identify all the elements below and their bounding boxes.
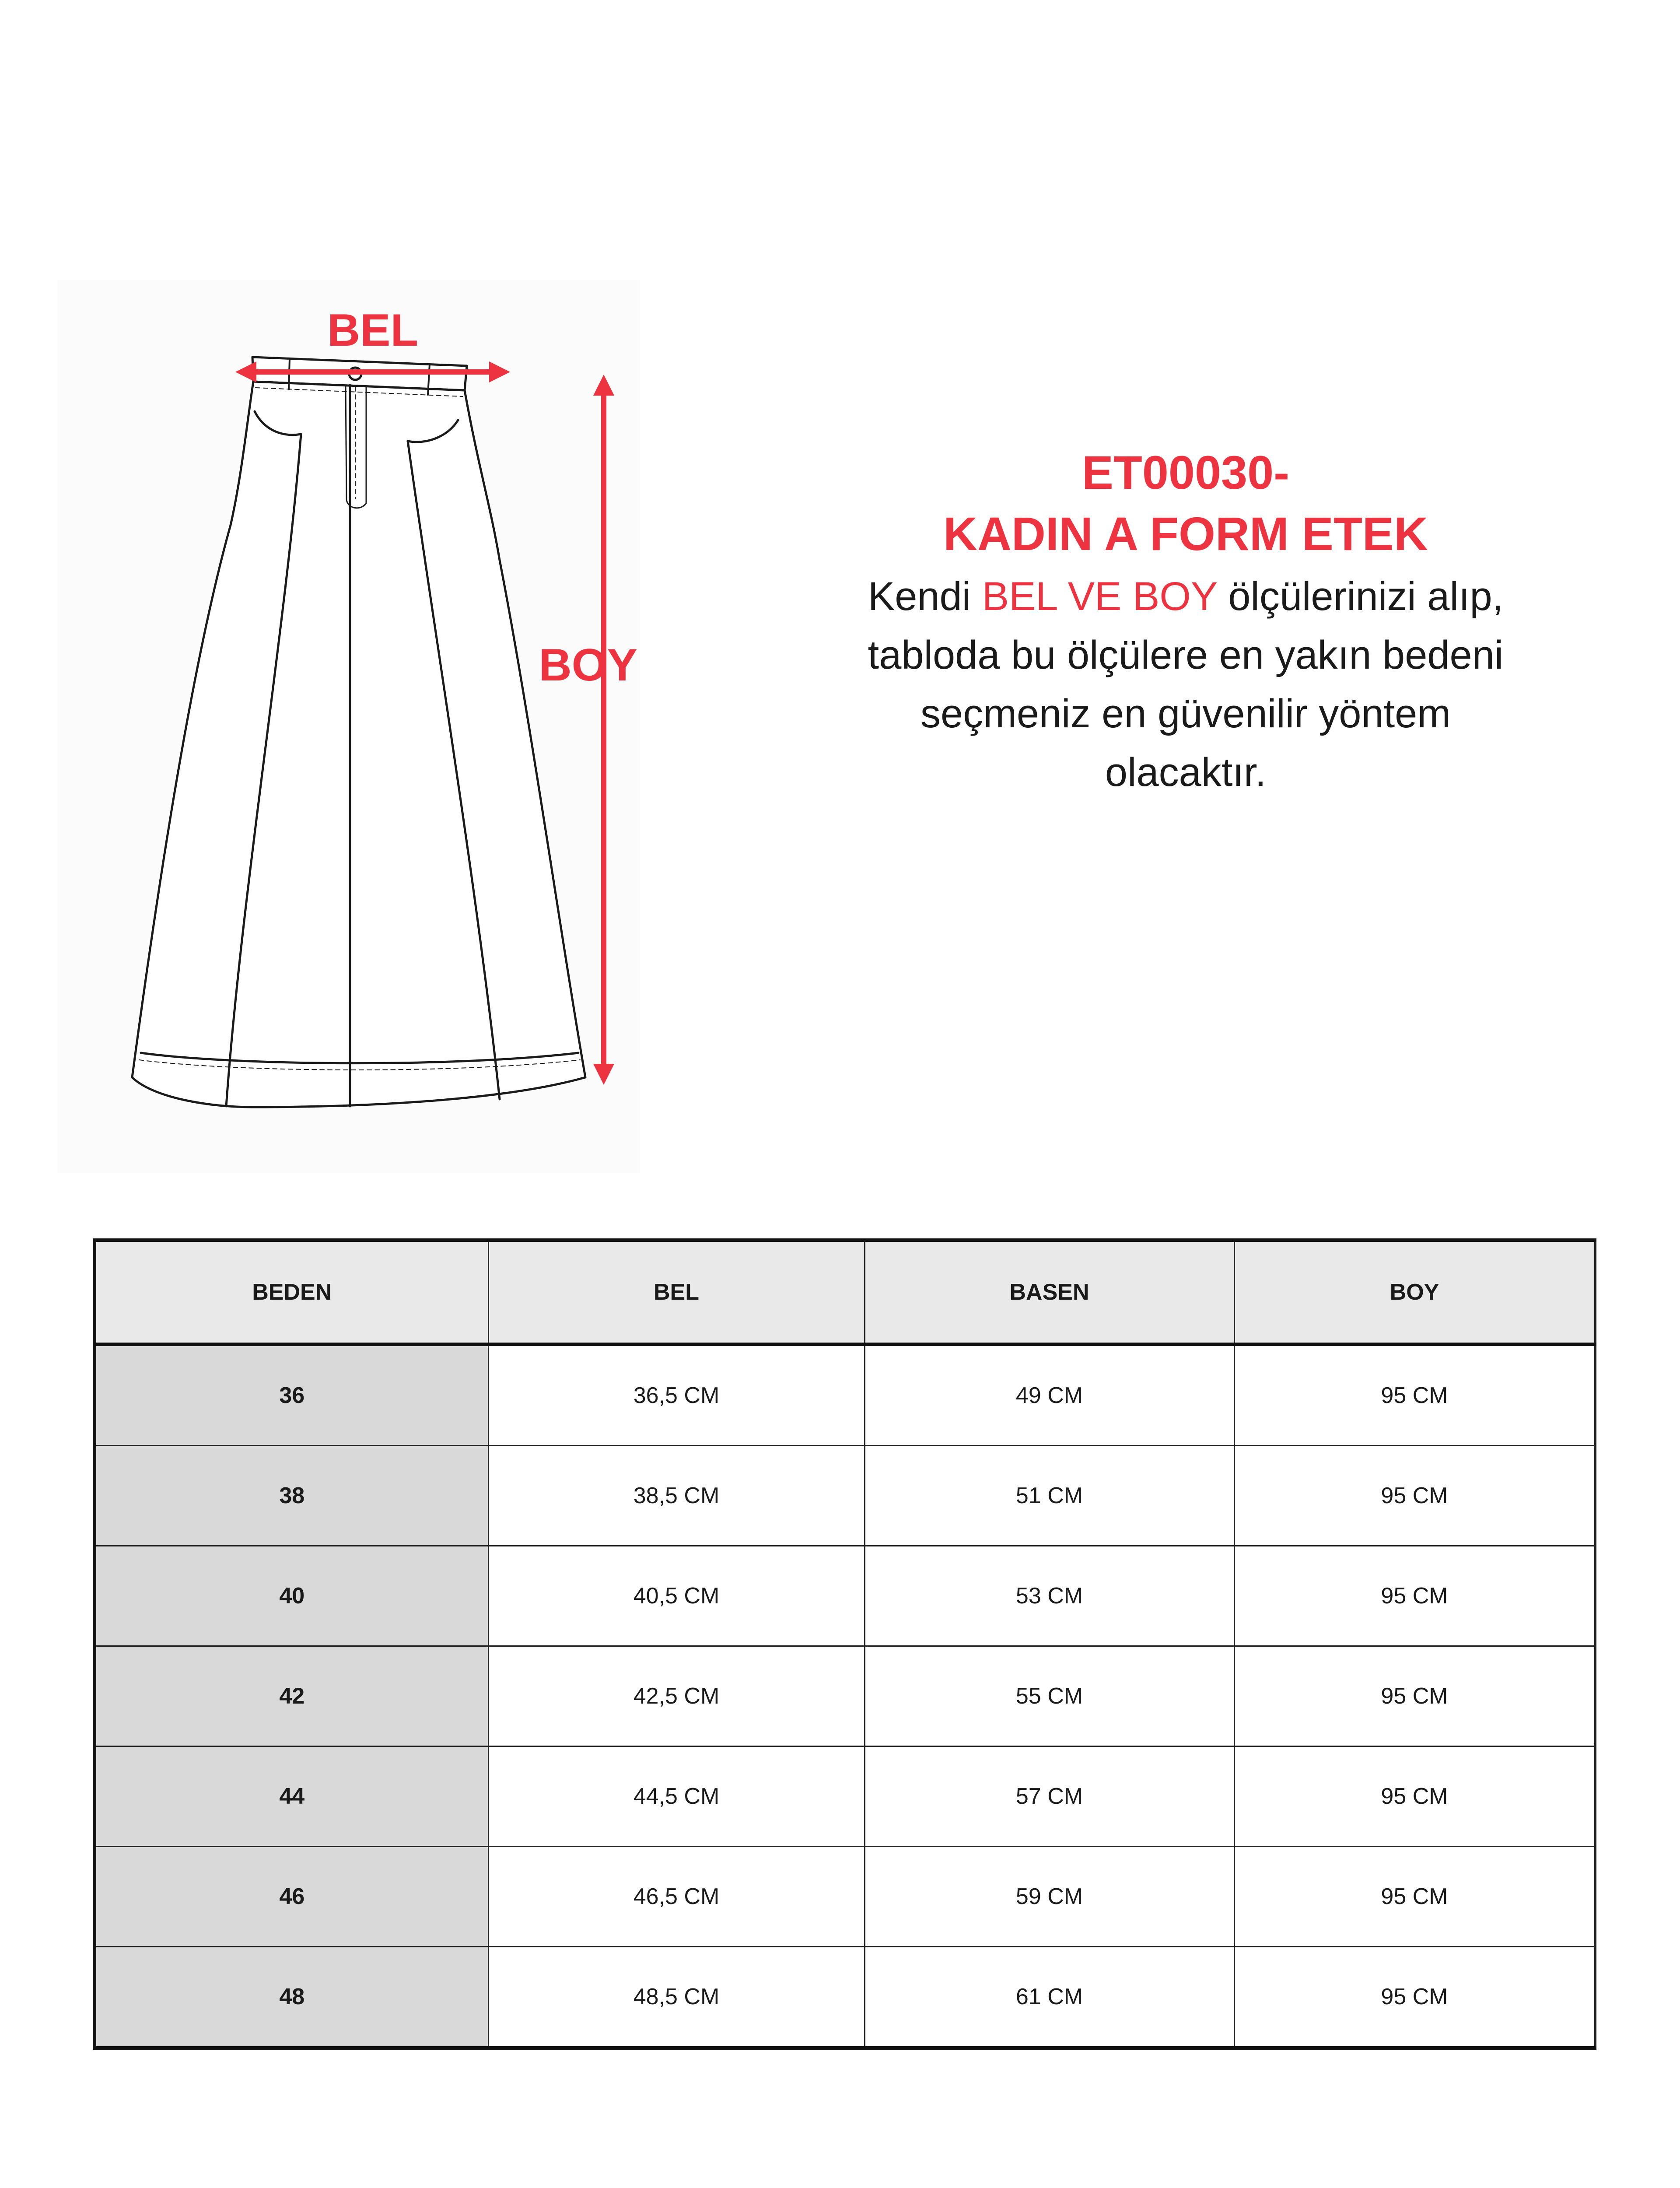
hip-cell: 51 CM — [864, 1446, 1234, 1546]
header-size: BEDEN — [94, 1240, 488, 1344]
table-row — [94, 1446, 1595, 1546]
size-chart-table — [93, 1238, 1596, 2050]
size-cell: 38 — [94, 1446, 488, 1546]
header-hip: BASEN — [864, 1240, 1234, 1344]
product-title: KADIN A FORM ETEK — [943, 507, 1428, 560]
hip-cell: 59 CM — [864, 1847, 1234, 1947]
table-row — [94, 1746, 1595, 1847]
skirt-measurement-diagram — [58, 280, 640, 1173]
waist-cell: 38,5 CM — [488, 1446, 864, 1546]
waist-cell: 48,5 CM — [488, 1947, 864, 2048]
size-cell: 40 — [94, 1546, 488, 1646]
waist-label: BEL — [327, 305, 418, 356]
hip-cell: 57 CM — [864, 1746, 1234, 1847]
table-row — [94, 1847, 1595, 1947]
size-cell: 44 — [94, 1746, 488, 1847]
waist-cell: 46,5 CM — [488, 1847, 864, 1947]
size-cell: 46 — [94, 1847, 488, 1947]
hip-cell: 53 CM — [864, 1546, 1234, 1646]
header-length: BOY — [1234, 1240, 1595, 1344]
length-cell: 95 CM — [1234, 1847, 1595, 1947]
length-cell: 95 CM — [1234, 1344, 1595, 1446]
hip-cell: 61 CM — [864, 1947, 1234, 2048]
instructions-text-end: ölçülerinizi alıp, tabloda bu ölçülere en yakın bedeni seçmeniz en güvenilir yöntem olacaktır. — [868, 574, 1504, 795]
length-cell: 95 CM — [1234, 1746, 1595, 1847]
product-code: ET00030- — [1082, 446, 1290, 499]
length-cell: 95 CM — [1234, 1446, 1595, 1546]
waist-cell: 44,5 CM — [488, 1746, 864, 1847]
instructions-highlight: BEL VE BOY — [982, 574, 1217, 619]
waist-cell: 42,5 CM — [488, 1646, 864, 1746]
length-label: BOY — [539, 640, 637, 691]
hip-cell: 55 CM — [864, 1646, 1234, 1746]
table-row — [94, 1344, 1595, 1446]
table-row — [94, 1646, 1595, 1746]
size-cell: 36 — [94, 1344, 488, 1446]
table-row — [94, 1546, 1595, 1646]
size-cell: 42 — [94, 1646, 488, 1746]
length-cell: 95 CM — [1234, 1947, 1595, 2048]
size-cell: 48 — [94, 1947, 488, 2048]
skirt-drawing — [58, 280, 640, 1173]
hip-cell: 49 CM — [864, 1344, 1234, 1446]
length-cell: 95 CM — [1234, 1646, 1595, 1746]
table-header-row — [94, 1240, 1595, 1344]
table-row — [94, 1947, 1595, 2048]
length-cell: 95 CM — [1234, 1546, 1595, 1646]
waist-cell: 40,5 CM — [488, 1546, 864, 1646]
header-waist: BEL — [488, 1240, 864, 1344]
product-info — [858, 442, 1514, 802]
waist-cell: 36,5 CM — [488, 1344, 864, 1446]
instructions-text-start: Kendi — [868, 574, 982, 619]
measurement-instructions — [858, 567, 1514, 802]
